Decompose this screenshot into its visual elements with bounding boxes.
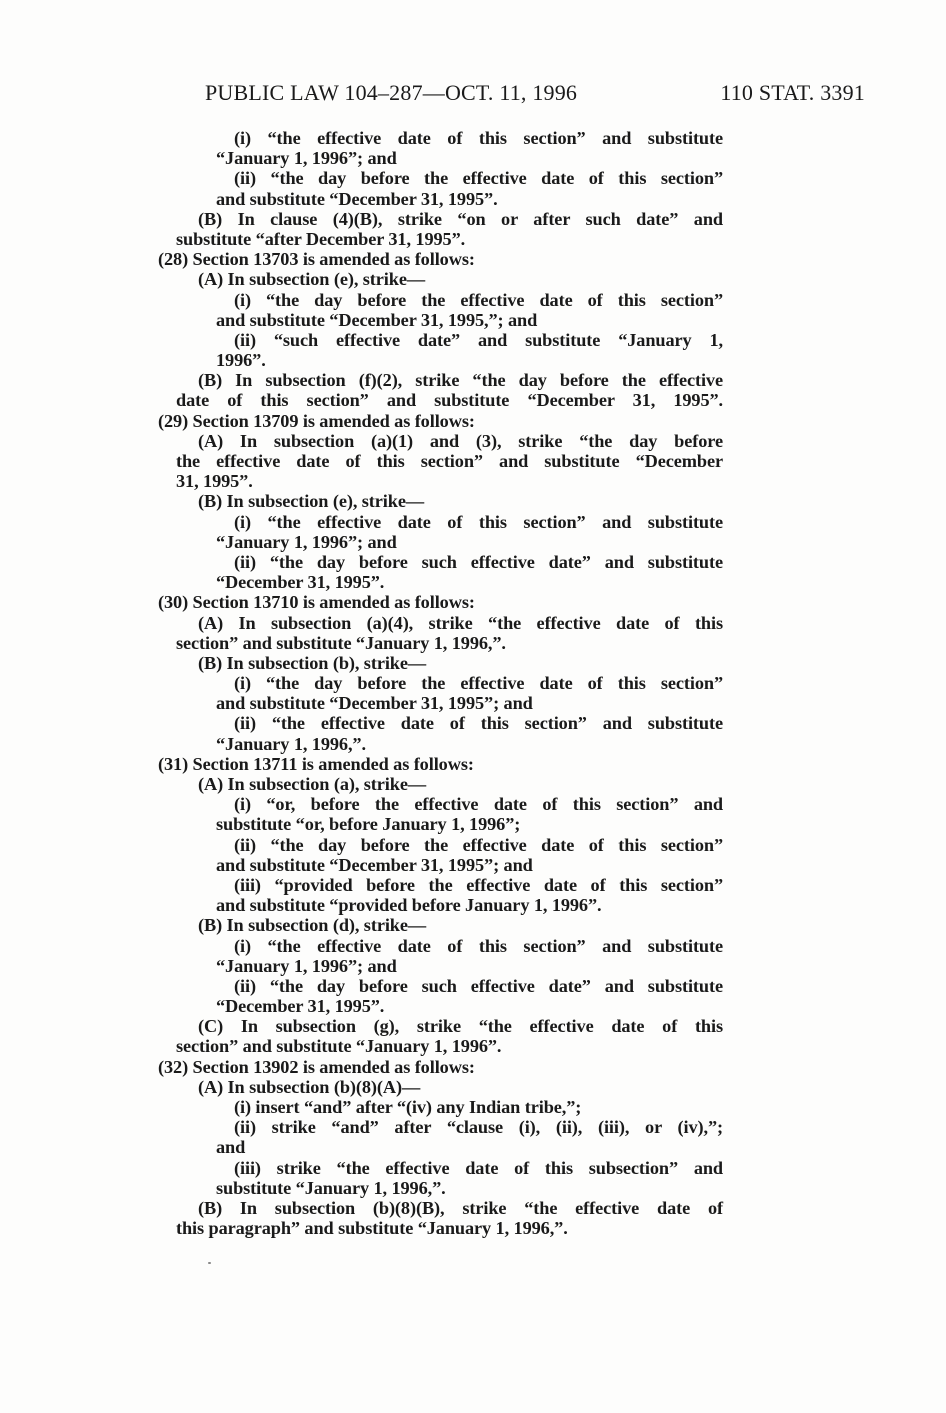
running-header: [205, 80, 865, 110]
header-stat-page: 110 STAT. 3391: [720, 80, 865, 105]
text-line: (B) In subsection (d), strike—: [198, 915, 427, 936]
scan-speck: [208, 1262, 211, 1264]
text-line: “January 1, 1996”; and: [216, 955, 397, 976]
text-line: 1996”.: [216, 350, 266, 371]
header-public-law: PUBLIC LAW 104–287—OCT. 11, 1996: [205, 80, 578, 105]
text-line: (i) “the day before the effective date of this section”: [234, 289, 723, 310]
text-line: “January 1, 1996,”.: [216, 733, 366, 754]
text-line: (i) “or, before the effective date of this section” and: [234, 794, 723, 815]
text-line: (A) In subsection (b)(8)(A)—: [198, 1076, 421, 1097]
text-line: (31) Section 13711 is amended as follows:: [158, 753, 474, 774]
text-line: the effective date of this section” and substitute “December: [176, 451, 723, 471]
text-line: and substitute “December 31, 1995”; and: [216, 854, 533, 875]
text-line: (B) In subsection (f)(2), strike “the day before the effective: [198, 370, 723, 391]
text-line: and substitute “December 31, 1995,”; and: [216, 309, 538, 330]
text-line: “December 31, 1995”.: [216, 572, 385, 593]
text-line: (A) In subsection (a), strike—: [198, 774, 427, 794]
text-line: 31, 1995”.: [176, 471, 253, 492]
text-line: (A) In subsection (a)(4), strike “the effective date of this: [198, 612, 723, 633]
text-line: (A) In subsection (a)(1) and (3), strike “the day before: [198, 430, 723, 451]
text-line: (B) In subsection (b)(8)(B), strike “the effective date of: [198, 1197, 723, 1218]
document-body: [0, 128, 946, 1238]
text-line: and: [216, 1137, 246, 1158]
text-line: this paragraph” and substitute “January 1, 1996,”.: [176, 1218, 568, 1239]
text-line: (ii) strike “and” after “clause (i), (ii), (iii), or (iv),”;: [234, 1117, 723, 1138]
text-line: “December 31, 1995”.: [216, 996, 385, 1017]
text-line: substitute “after December 31, 1995”.: [176, 228, 466, 249]
text-line: “January 1, 1996”; and: [216, 148, 397, 169]
text-line: (iii) strike “the effective date of this subsection” and: [234, 1157, 723, 1178]
text-line: (B) In subsection (b), strike—: [198, 652, 427, 673]
text-line: and substitute “December 31, 1995”.: [216, 188, 498, 209]
text-line: (ii) “the day before such effective date” and substitute: [234, 975, 723, 996]
text-line: (ii) “the effective date of this section” and substitute: [234, 713, 723, 734]
text-line: (28) Section 13703 is amended as follows:: [158, 249, 475, 270]
text-line: (32) Section 13902 is amended as follows:: [158, 1056, 475, 1077]
text-line: substitute “January 1, 1996,”.: [216, 1177, 446, 1198]
text-line: (29) Section 13709 is amended as follows:: [158, 410, 475, 431]
text-line: (i) “the day before the effective date of this section”: [234, 673, 723, 694]
text-line: and substitute “December 31, 1995”; and: [216, 693, 533, 714]
text-line: (iii) “provided before the effective date of this section”: [234, 874, 723, 895]
text-line: (i) “the effective date of this section” and substitute: [234, 128, 723, 148]
text-line: (ii) “the day before the effective date of this section”: [234, 834, 723, 855]
text-line: (i) insert “and” after “(iv) any Indian tribe,”;: [234, 1097, 582, 1117]
text-line: and substitute “provided before January 1, 1996”.: [216, 895, 602, 916]
text-line: (ii) “the day before such effective date” and substitute: [234, 551, 723, 572]
text-line: (ii) “such effective date” and substitute “January 1,: [234, 329, 723, 350]
text-line: (A) In subsection (e), strike—: [198, 269, 426, 290]
text-line: substitute “or, before January 1, 1996”;: [216, 814, 521, 835]
text-line: (ii) “the day before the effective date of this section”: [234, 168, 723, 189]
text-line: “January 1, 1996”; and: [216, 531, 397, 552]
text-line: (B) In clause (4)(B), strike “on or after such date” and: [198, 208, 723, 229]
text-line: (i) “the effective date of this section” and substitute: [234, 511, 723, 532]
text-line: date of this section” and substitute “December 31, 1995”.: [176, 390, 723, 411]
text-line: section” and substitute “January 1, 1996,”.: [176, 632, 506, 653]
text-line: (30) Section 13710 is amended as follows:: [158, 592, 475, 613]
text-line: (i) “the effective date of this section” and substitute: [234, 935, 723, 956]
text-line: section” and substitute “January 1, 1996”.: [176, 1036, 502, 1057]
text-line: (C) In subsection (g), strike “the effective date of this: [198, 1016, 723, 1037]
text-line: (B) In subsection (e), strike—: [198, 491, 425, 512]
